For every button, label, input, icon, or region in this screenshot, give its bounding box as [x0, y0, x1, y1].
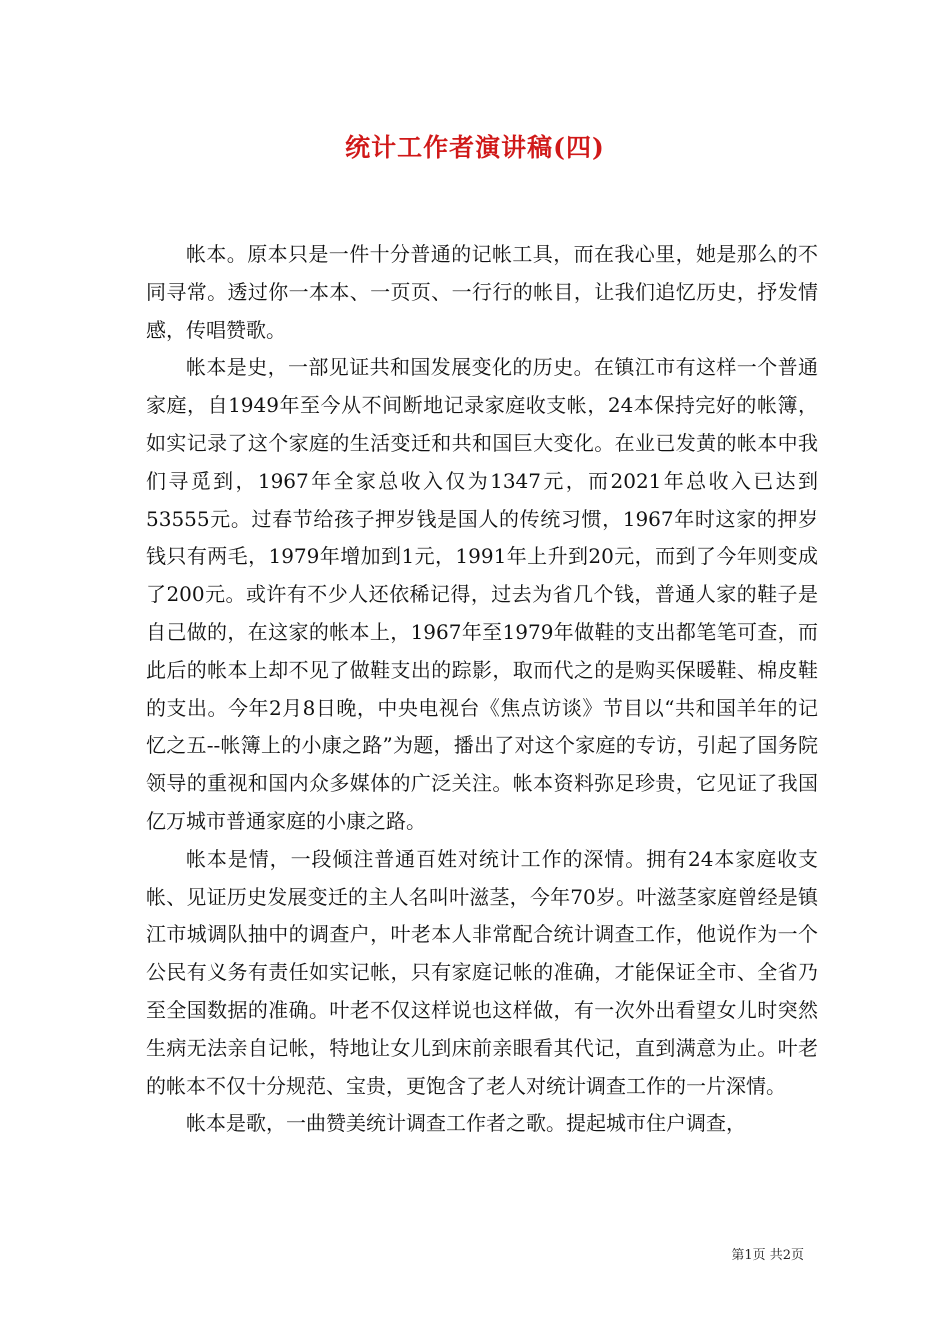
paragraph-3: 帐本是情，一段倾注普通百姓对统计工作的深情。拥有24本家庭收支帐、见证历史发展变迁的主人名叫叶滋茎，今年70岁。叶滋茎家庭曾经是镇江市城调队抽中的调查户，叶老本人非常配合统计调查工作，他说作为一个公民有义务有责任如实记帐，只有家庭记帐的准确，才能保证全市、全省乃至全国数据的准确。叶老不仅这样说也这样做，有一次外出看望女儿时突然生病无法亲自记帐，特地让女儿到床前亲眼看其代记，直到满意为止。叶老的帐本不仅十分规范、宝贵，更饱含了老人对统计调查工作的一片深情。: [146, 846, 818, 1098]
document-title: 统计工作者演讲稿(四): [345, 133, 605, 162]
paragraph-1: 帐本。原本只是一件十分普通的记帐工具，而在我心里，她是那么的不同寻常。透过你一本本、一页页、一行行的帐目，让我们追忆历史，抒发情感，传唱赞歌。: [146, 242, 818, 342]
paragraph-2: 帐本是史，一部见证共和国发展变化的历史。在镇江市有这样一个普通家庭，自1949年至今从不间断地记录家庭收支帐，24本保持完好的帐簿，如实记录了这个家庭的生活变迁和共和国巨大变化。在业已发黄的帐本中我们寻觅到，1967年全家总收入仅为1347元，而2021年总收入已达到53555元。过春节给孩子押岁钱是国人的传统习惯，1967年时这家的押岁钱只有两毛，1979年增加到1元，1991年上升到20元，而到了今年则变成了200元。或许有不少人还依稀记得，过去为省几个钱，普通人家的鞋子是自己做的，在这家的帐本上，1967年至1979年做鞋的支出都笔笔可查，而此后的帐本上却不见了做鞋支出的踪影，取而代之的是购买保暖鞋、棉皮鞋的支出。今年2月8日晚，中央电视台《焦点访谈》节目以“共和国羊年的记忆之五--帐簿上的小康之路”为题，播出了对这个家庭的专访，引起了国务院领导的重视和国内众多媒体的广泛关注。帐本资料弥足珍贵，它见证了我国亿万城市普通家庭的小康之路。: [146, 355, 818, 833]
document-body: [146, 236, 818, 1143]
page-number-footer: 第1页 共2页: [731, 1248, 804, 1263]
paragraph-4: 帐本是歌，一曲赞美统计调查工作者之歌。提起城市住户调查，: [186, 1111, 746, 1136]
